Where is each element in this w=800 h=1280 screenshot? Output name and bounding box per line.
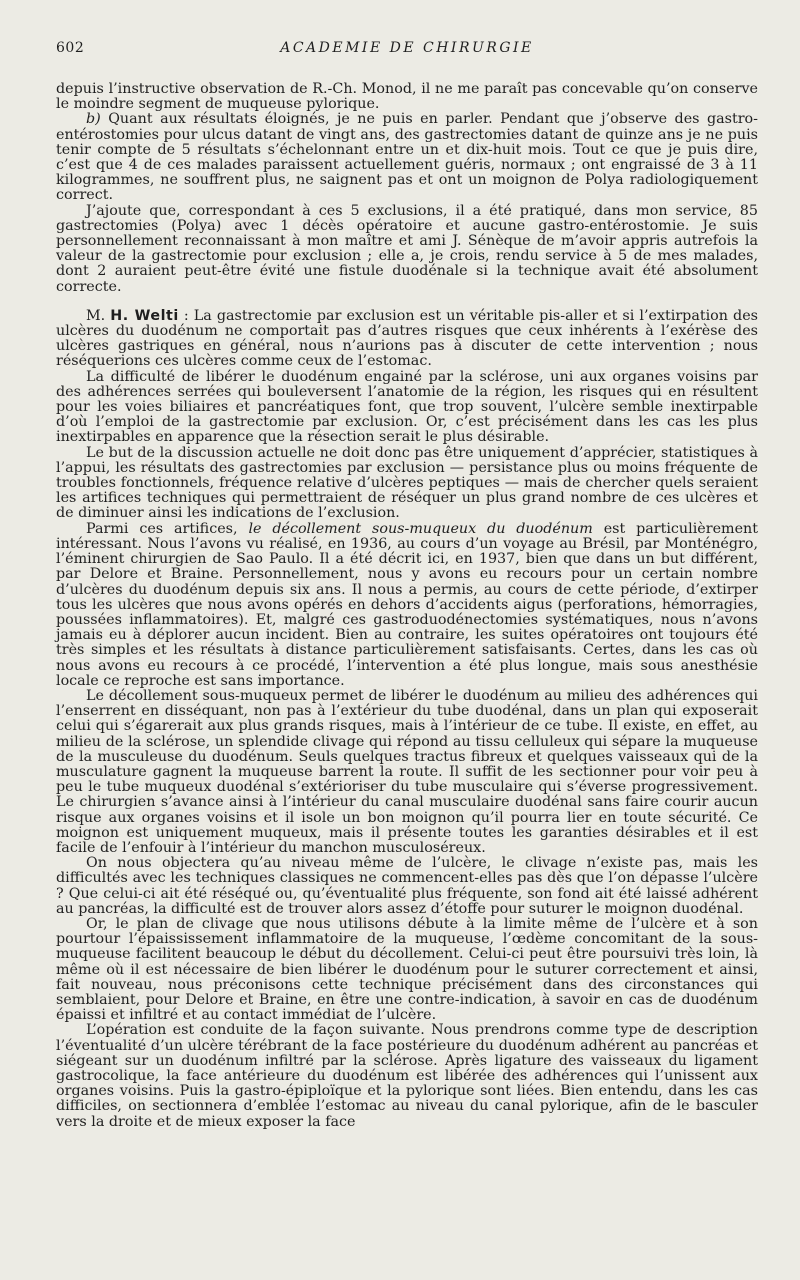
body-text — [56, 82, 758, 1130]
page-header — [56, 40, 758, 56]
paragraph-9: On nous objectera qu’au niveau même de l’ulcère, le clivage n’existe pas, mais les difficultés avec les techniques classiques ne commencent-elles pas dès que l’on dépasse l’ulcère ? Que celui-ci ait été réséqué ou, qu’éventualité plus fréquente, son fond ait été laissé adhérent au pancréas, la difficulté est de trouver alors assez d’étoffe pour suturer le moignon duodénal. — [56, 855, 758, 917]
list-letter: b) — [86, 111, 101, 128]
page-number: 602 — [56, 40, 85, 56]
paragraph-7: Parmi ces artifices, le décollement sous-muqueux du duodénum est particulièrement intéressant. Nous l’avons vu réalisé, en 1936, au cours d’un voyage au Brésil, par Monténégro, l’éminent chirurgien de Sao Paulo. Il a été décrit ici, en 1937, bien que dans un but différent, par Delore et Braine. Personnellement, nous y avons eu recours pour un certain nombre d’ulcères du duodénum depuis six ans. Il nous a permis, au cours de cette période, d’extirper tous les ulcères que nous avons opérés en dehors d’accidents aigus (perforations, hémorragies, poussées inflammatoires). Et, malgré ces gastroduodénectomies systématiques, nous n’avons jamais eu à déplorer aucun incident. Bien au contraire, les suites opératoires ont toujours été très simples et les résultats à distance particulièrement satisfaisants. Certes, dans les cas où nous avons eu recours à ce procédé, l’intervention a été plus longue, mais sous anesthésie locale ce reproche est sans importance. — [56, 520, 759, 689]
paragraph-2: b) Quant aux résultats éloignés, je ne puis en parler. Pendant que j’observe des gastro-entérostomies pour ulcus datant de vingt ans, des gastrectomies datant de quinze ans je ne puis tenir compte de 5 résultats s’échelonnant entre un et dix-huit mois. Tout ce que je puis dire, c’est que 4 de ces malades paraissent actuellement guéris, normaux ; ont engraissé de 3 à 11 kilogrammes, ne souffrent plus, ne saignent pas et ont un moignon de Polya radiologiquement correct. — [56, 111, 758, 204]
running-title: ACADEMIE DE CHIRURGIE — [280, 40, 534, 56]
speaker-name: H. Welti — [110, 307, 179, 324]
paragraph-4-welti: M. H. Welti : La gastrectomie par exclusion est un véritable pis-aller et si l’extirpation des ulcères du duodénum ne comportait pas d’autres risques que ceux inhérents à l’exérèse des ulcères gastriques en général, nous n’aurions pas à discuter de cette intervention ; nous réséquerions ces ulcères comme ceux de l’estomac. — [56, 307, 759, 370]
paragraph-3: J’ajoute que, correspondant à ces 5 exclusions, il a été pratiqué, dans mon service, 85 gastrectomies (Polya) avec 1 décès opératoire et aucune gastro-entérostomie. Je suis personnellement reconnaissant à mon maître et ami J. Sénèque de m’avoir appris autrefois la valeur de la gastrectomie pour exclusion ; elle a, je crois, rendu service à 5 de mes malades, dont 2 auraient peut-être évité une fistule duodénale si la technique avait été absolument correcte. — [56, 202, 758, 295]
emphasis-term: le décollement sous-muqueux du duodénum — [248, 520, 593, 537]
paragraph-10: Or, le plan de clivage que nous utilisons débute à la limite même de l’ulcère et à son pourtour l’épaississement inflammatoire de la muqueuse, l’œdème concomitant de la sous-muqueuse facilitent beaucoup le début du décollement. Celui-ci peut être poursuivi très loin, là même où il est nécessaire de bien libérer le duodénum pour le suturer correctement et ainsi, fait nouveau, nous préconisons cette technique précisément dans des circonstances qui semblaient, pour Delore et Braine, en être une contre-indication, à savoir en cas de duodénum épaissi et infiltré et au contact immédiat de l’ulcère. — [56, 915, 758, 1024]
paragraph-6: Le but de la discussion actuelle ne doit donc pas être uniquement d’apprécier, statistiques à l’appui, les résultats des gastrectomies par exclusion — persistance plus ou moins fréquente de troubles fonctionnels, fréquence relative d’ulcères peptiques — mais de chercher quels seraient les artifices techniques qui permettraient de réséquer un plus grand nombre de ces ulcères et de diminuer ainsi les indications de l’exclusion. — [56, 444, 758, 522]
paragraph-11: L’opération est conduite de la façon suivante. Nous prendrons comme type de description l’éventualité d’un ulcère térébrant de la face postérieure du duodénum adhérent au pancréas et siégeant sur un duodénum infiltré par la sclérose. Après ligature des vaisseaux du ligament gastrocolique, la face antérieure du duodénum est libérée des adhérences qui l’unissent aux organes voisins. Puis la gastro-épiploïque et la pylorique sont liées. Bien entendu, dans les cas difficiles, on sectionnera d’emblée l’estomac au niveau du canal pylorique, afin de le basculer vers la droite et de mieux exposer la face — [56, 1022, 758, 1130]
paragraph-5: La difficulté de libérer le duodénum engainé par la sclérose, uni aux organes voisins par des adhérences serrées qui bouleversent l’anatomie de la région, les risques qui en résultent pour les voies biliaires et pancréatiques font, que trop souvent, l’ulcère semble inextirpable d’où l’emploi de la gastrectomie par exclusion. Or, c’est précisément dans les cas les plus inextirpables en apparence que la résection serait le plus désirable. — [56, 368, 758, 446]
paragraph-8: Le décollement sous-muqueux permet de libérer le duodénum au milieu des adhérences qui l’enserrent en disséquant, non pas à l’extérieur du tube duodénal, dans un plan qui exposerait celui qui s’égarerait aux plus grands risques, mais à l’intérieur de ce tube. Il existe, en effet, au milieu de la sclérose, un splendide clivage qui répond au tissu celluleux qui sépare la muqueuse de la musculeuse du duodénum. Seuls quelques tractus fibreux et quelques vaisseaux qui de la musculature gagnent la muqueuse barrent la route. Il suffit de les sectionner pour voir peu à peu le tube muqueux duodénal s’extérioriser du tube musculaire qui s’éverse progressivement. Le chirurgien s’avance ainsi à l’intérieur du canal musculaire duodénal sans faire courir aucun risque aux organes voisins et il isole un bon moignon qu’il pourra lier en toute sécurité. Ce moignon est uniquement muqueux, mais il présente toutes les garanties désirables et il est facile de l’enfouir à l’intérieur du manchon musculoséreux. — [56, 687, 758, 856]
paragraph-1: depuis l’instructive observation de R.-Ch. Monod, il ne me paraît pas concevable qu’on conserve le moindre segment de muqueuse pylorique. — [56, 81, 758, 113]
